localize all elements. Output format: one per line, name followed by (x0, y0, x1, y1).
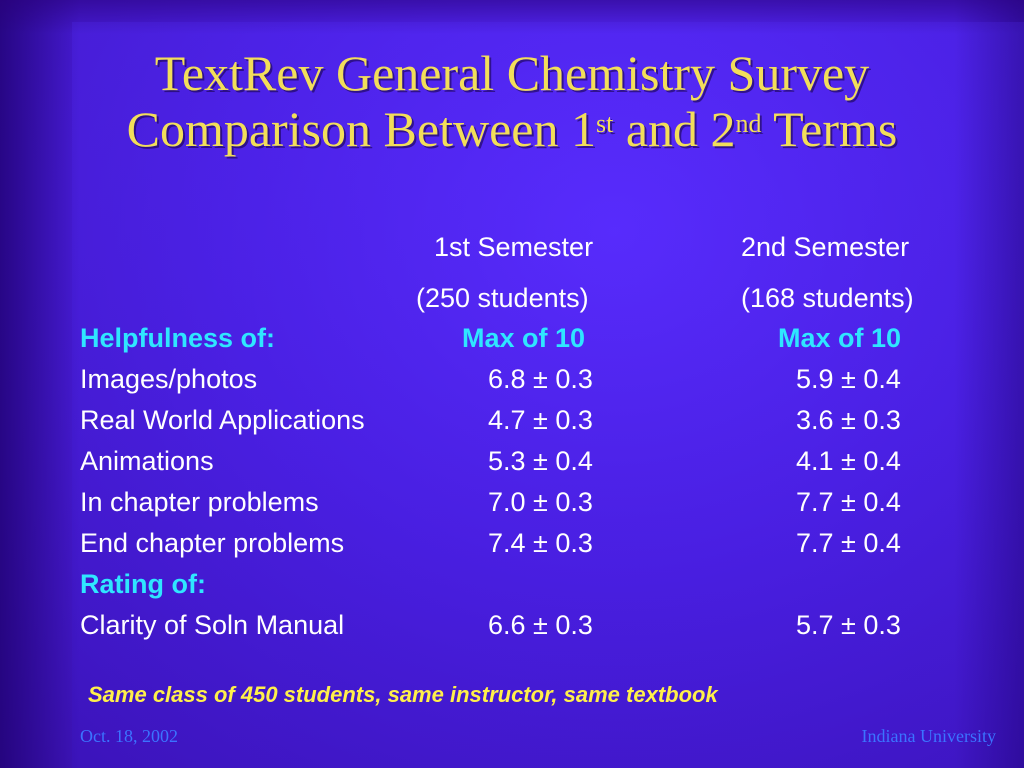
row-label: In chapter problems (80, 487, 319, 517)
title-superscript-nd: nd (735, 109, 762, 138)
title-line-2-prefix: Comparison Between 1 (126, 101, 596, 157)
row-label: Real World Applications (80, 405, 365, 435)
title-line-2-mid: and 2 (613, 101, 736, 157)
row-value-sem2: 5.7 ± 0.3 (796, 610, 901, 640)
title-superscript-st: st (595, 109, 614, 138)
row-label: Images/photos (80, 364, 258, 394)
title-line-1: TextRev General Chemistry Survey (154, 45, 870, 101)
row-label: Animations (80, 446, 214, 476)
survey-note: Same class of 450 students, same instructor, same textbook (88, 682, 718, 707)
footer-date: Oct. 18, 2002 (80, 726, 178, 746)
section-helpfulness-label: Helpfulness of: (80, 323, 276, 353)
row-value-sem2: 7.7 ± 0.4 (796, 487, 901, 517)
max-label-sem2: Max of 10 (778, 323, 902, 353)
row-value-sem2: 5.9 ± 0.4 (796, 364, 901, 394)
row-value-sem1: 5.3 ± 0.4 (488, 446, 593, 476)
row-value-sem1: 7.4 ± 0.3 (488, 528, 593, 558)
row-value-sem1: 6.8 ± 0.3 (488, 364, 593, 394)
header-sem2-line2: (168 students) (741, 283, 914, 313)
footer-institution: Indiana University (861, 726, 996, 746)
row-value-sem2: 4.1 ± 0.4 (796, 446, 901, 476)
title-line-2-suffix: Terms (761, 101, 898, 157)
max-label-sem1: Max of 10 (462, 323, 586, 353)
row-value-sem1: 7.0 ± 0.3 (488, 487, 593, 517)
row-value-sem2: 3.6 ± 0.3 (796, 405, 901, 435)
row-label: End chapter problems (80, 528, 345, 558)
row-value-sem1: 4.7 ± 0.3 (488, 405, 593, 435)
header-sem2-line1: 2nd Semester (741, 232, 910, 262)
row-value-sem1: 6.6 ± 0.3 (488, 610, 593, 640)
row-label: Clarity of Soln Manual (80, 610, 345, 640)
section-rating-label: Rating of: (80, 569, 206, 599)
header-sem1-line2: (250 students) (416, 283, 589, 313)
header-sem1-line1: 1st Semester (434, 232, 594, 262)
row-value-sem2: 7.7 ± 0.4 (796, 528, 901, 558)
